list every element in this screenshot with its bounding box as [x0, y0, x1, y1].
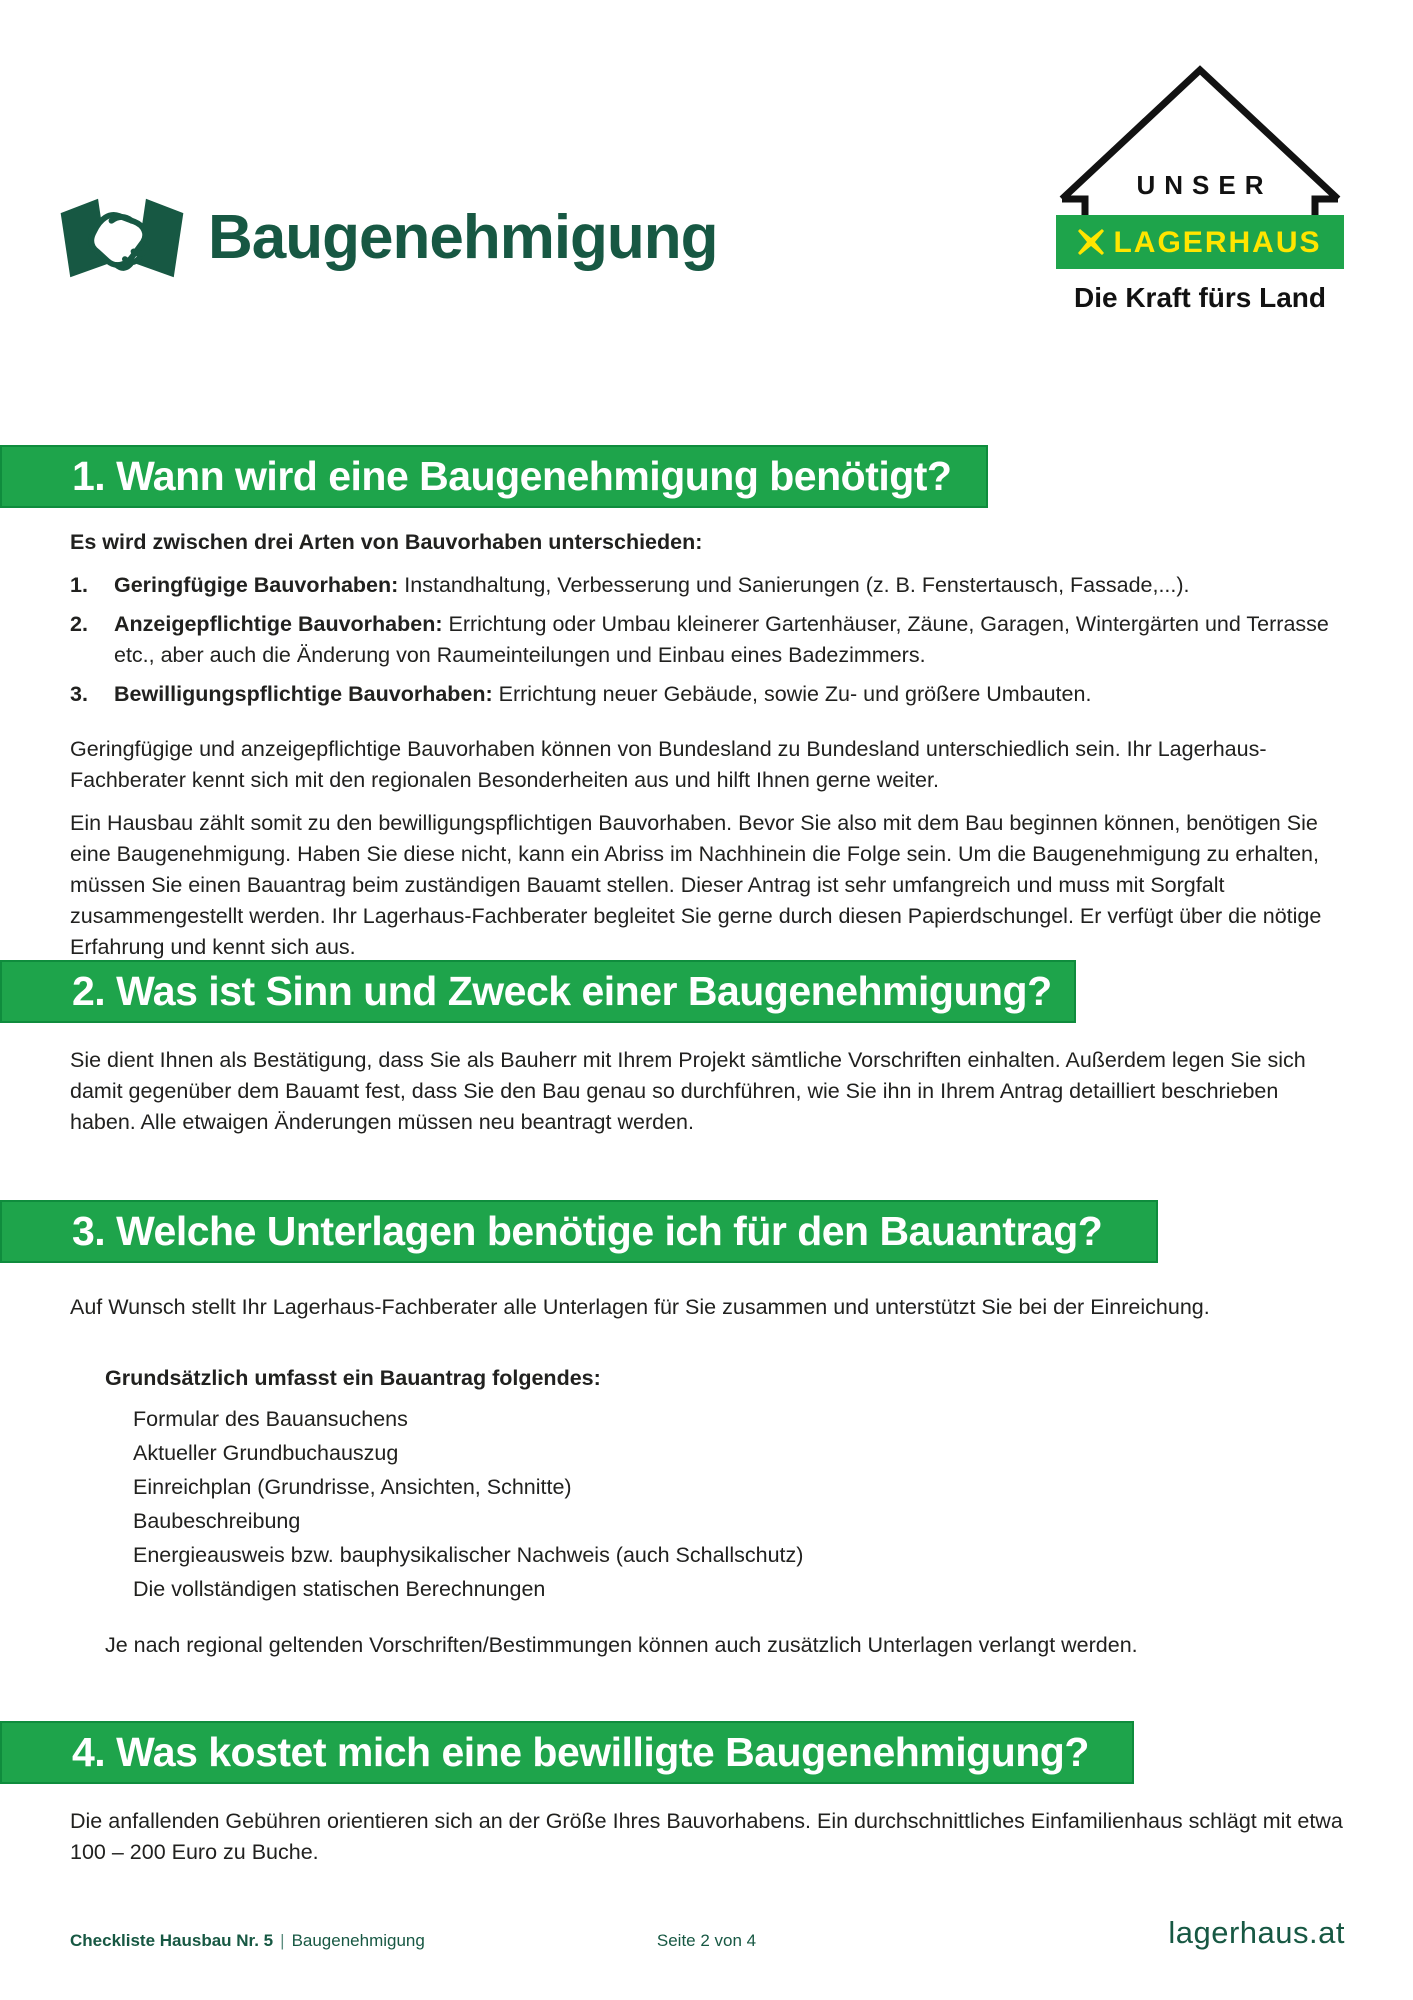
document-list-item: Baubeschreibung: [133, 1509, 301, 1533]
section-4-heading: 4. Was kostet mich eine bewilligte Baugenehmigung?: [72, 1729, 1089, 1775]
logo-tagline: Die Kraft fürs Land: [1073, 282, 1327, 313]
list-item-number: 3.: [70, 682, 88, 706]
section-3-heading-bar: [0, 1200, 1158, 1263]
section-3-note: Je nach regional geltenden Vorschriften/Bestimmungen können auch zusätzlich Unterlagen verlangt werden.: [105, 1633, 1138, 1657]
document-list-title: Grundsätzlich umfasst ein Bauantrag folgendes:: [105, 1366, 601, 1390]
section-1-body: [70, 527, 1348, 963]
list-item-rest: Instandhaltung, Verbesserung und Sanierungen (z. B. Fenstertausch, Fassade,...).: [398, 573, 1190, 597]
lagerhaus-logo: [1056, 58, 1344, 314]
logo-unser-text: UNSER: [1136, 170, 1273, 200]
footer-topic: Baugenehmigung: [291, 1931, 425, 1950]
list-item: [70, 570, 1348, 601]
section-3-heading: 3. Welche Unterlagen benötige ich für den Bauantrag?: [72, 1208, 1103, 1254]
list-item-text: [114, 570, 1190, 601]
list-item-lead: Geringfügige Bauvorhaben:: [114, 573, 399, 597]
page-title: Baugenehmigung: [208, 203, 718, 272]
section-2-heading-bar: [0, 960, 1076, 1023]
section-4-body: [70, 1806, 1348, 1868]
footer-page-number: Seite 2 von 4: [656, 1931, 757, 1950]
handshake-icon: [58, 192, 186, 284]
section-4-heading-bar: [0, 1721, 1134, 1784]
list-item-text: [114, 679, 1091, 710]
section-1-intro: Es wird zwischen drei Arten von Bauvorhaben unterschieden:: [70, 530, 703, 554]
footer-separator: |: [280, 1931, 285, 1950]
section-2-paragraph: Sie dient Ihnen als Bestätigung, dass Sie als Bauherr mit Ihrem Projekt sämtliche Vorschriften einhalten. Außerdem legen Sie sich damit gegenüber dem Bauamt fest, dass Sie den Bau genau so durchführen, wie Sie ihn in Ihrem Antrag detailliert beschrieben haben. Alle etwaigen Änderungen müssen neu beantragt werden.: [70, 1048, 1306, 1134]
footer-checklist-name: Checkliste Hausbau Nr. 5: [70, 1931, 274, 1950]
list-item: [70, 679, 1348, 710]
list-item-lead: Anzeigepflichtige Bauvorhaben:: [114, 612, 443, 636]
list-item-number: 2.: [70, 612, 88, 636]
footer-website-link[interactable]: lagerhaus.at: [1168, 1915, 1345, 1950]
logo-brand-text: LAGERHAUS: [1113, 225, 1322, 259]
list-item: [70, 609, 1348, 671]
list-item-rest: Errichtung oder Umbau kleinerer Gartenhäuser, Zäune, Garagen, Wintergärten und Terrasse etc., aber auch die Änderung von Raumeinteilungen und Einbau eines Badezimmers.: [114, 612, 1329, 667]
section-1-heading: 1. Wann wird eine Baugenehmigung benötigt?: [72, 453, 952, 499]
list-item-text: [114, 609, 1348, 671]
section-2-heading: 2. Was ist Sinn und Zweck einer Baugenehmigung?: [72, 968, 1052, 1014]
section-1-paragraph: Geringfügige und anzeigepflichtige Bauvorhaben können von Bundesland zu Bundesland unterschiedlich sein. Ihr Lagerhaus-Fachberater kennt sich mit den regionalen Besonderheiten aus und hilft Ihnen gerne weiter.: [70, 737, 1267, 792]
document-list-item: Energieausweis bzw. bauphysikalischer Nachweis (auch Schallschutz): [133, 1543, 804, 1567]
section-3-paragraph: Auf Wunsch stellt Ihr Lagerhaus-Fachberater alle Unterlagen für Sie zusammen und unterstützt Sie bei der Einreichung.: [70, 1295, 1210, 1319]
section-4-paragraph: Die anfallenden Gebühren orientieren sich an der Größe Ihres Bauvorhabens. Ein durchschnittliches Einfamilienhaus schlägt mit etwa 100 – 200 Euro zu Buche.: [70, 1809, 1343, 1864]
logo-band: [1056, 215, 1344, 269]
document-list-item: Die vollständigen statischen Berechnungen: [133, 1577, 546, 1601]
section-3-body: [70, 1292, 1348, 1661]
document-list-item: Aktueller Grundbuchauszug: [133, 1441, 399, 1465]
list-item-lead: Bewilligungspflichtige Bauvorhaben:: [114, 682, 493, 706]
document-list-item: Formular des Bauansuchens: [133, 1407, 408, 1431]
raiffeisen-cross-icon: [1078, 229, 1104, 255]
document-list-item: Einreichplan (Grundrisse, Ansichten, Schnitte): [133, 1475, 572, 1499]
list-item-number: 1.: [70, 573, 88, 597]
page-header: [58, 192, 718, 284]
section-2-body: [70, 1045, 1348, 1138]
list-item-rest: Errichtung neuer Gebäude, sowie Zu- und größere Umbauten.: [492, 682, 1092, 706]
section-1-heading-bar: [0, 445, 988, 508]
section-1-paragraph: Ein Hausbau zählt somit zu den bewilligungspflichtigen Bauvorhaben. Bevor Sie also mit dem Bau beginnen können, benötigen Sie eine Baugenehmigung. Haben Sie diese nicht, kann ein Abriss im Nachhinein die Folge sein. Um die Baugenehmigung zu erhalten, müssen Sie einen Bauantrag beim zuständigen Bauamt stellen. Dieser Antrag ist sehr umfangreich und muss mit Sorgfalt zusammengestellt werden. Ihr Lagerhaus-Fachberater begleitet Sie gerne durch diesen Papierdschungel. Er verfügt über die nötige Erfahrung und kennt sich aus.: [70, 811, 1322, 959]
